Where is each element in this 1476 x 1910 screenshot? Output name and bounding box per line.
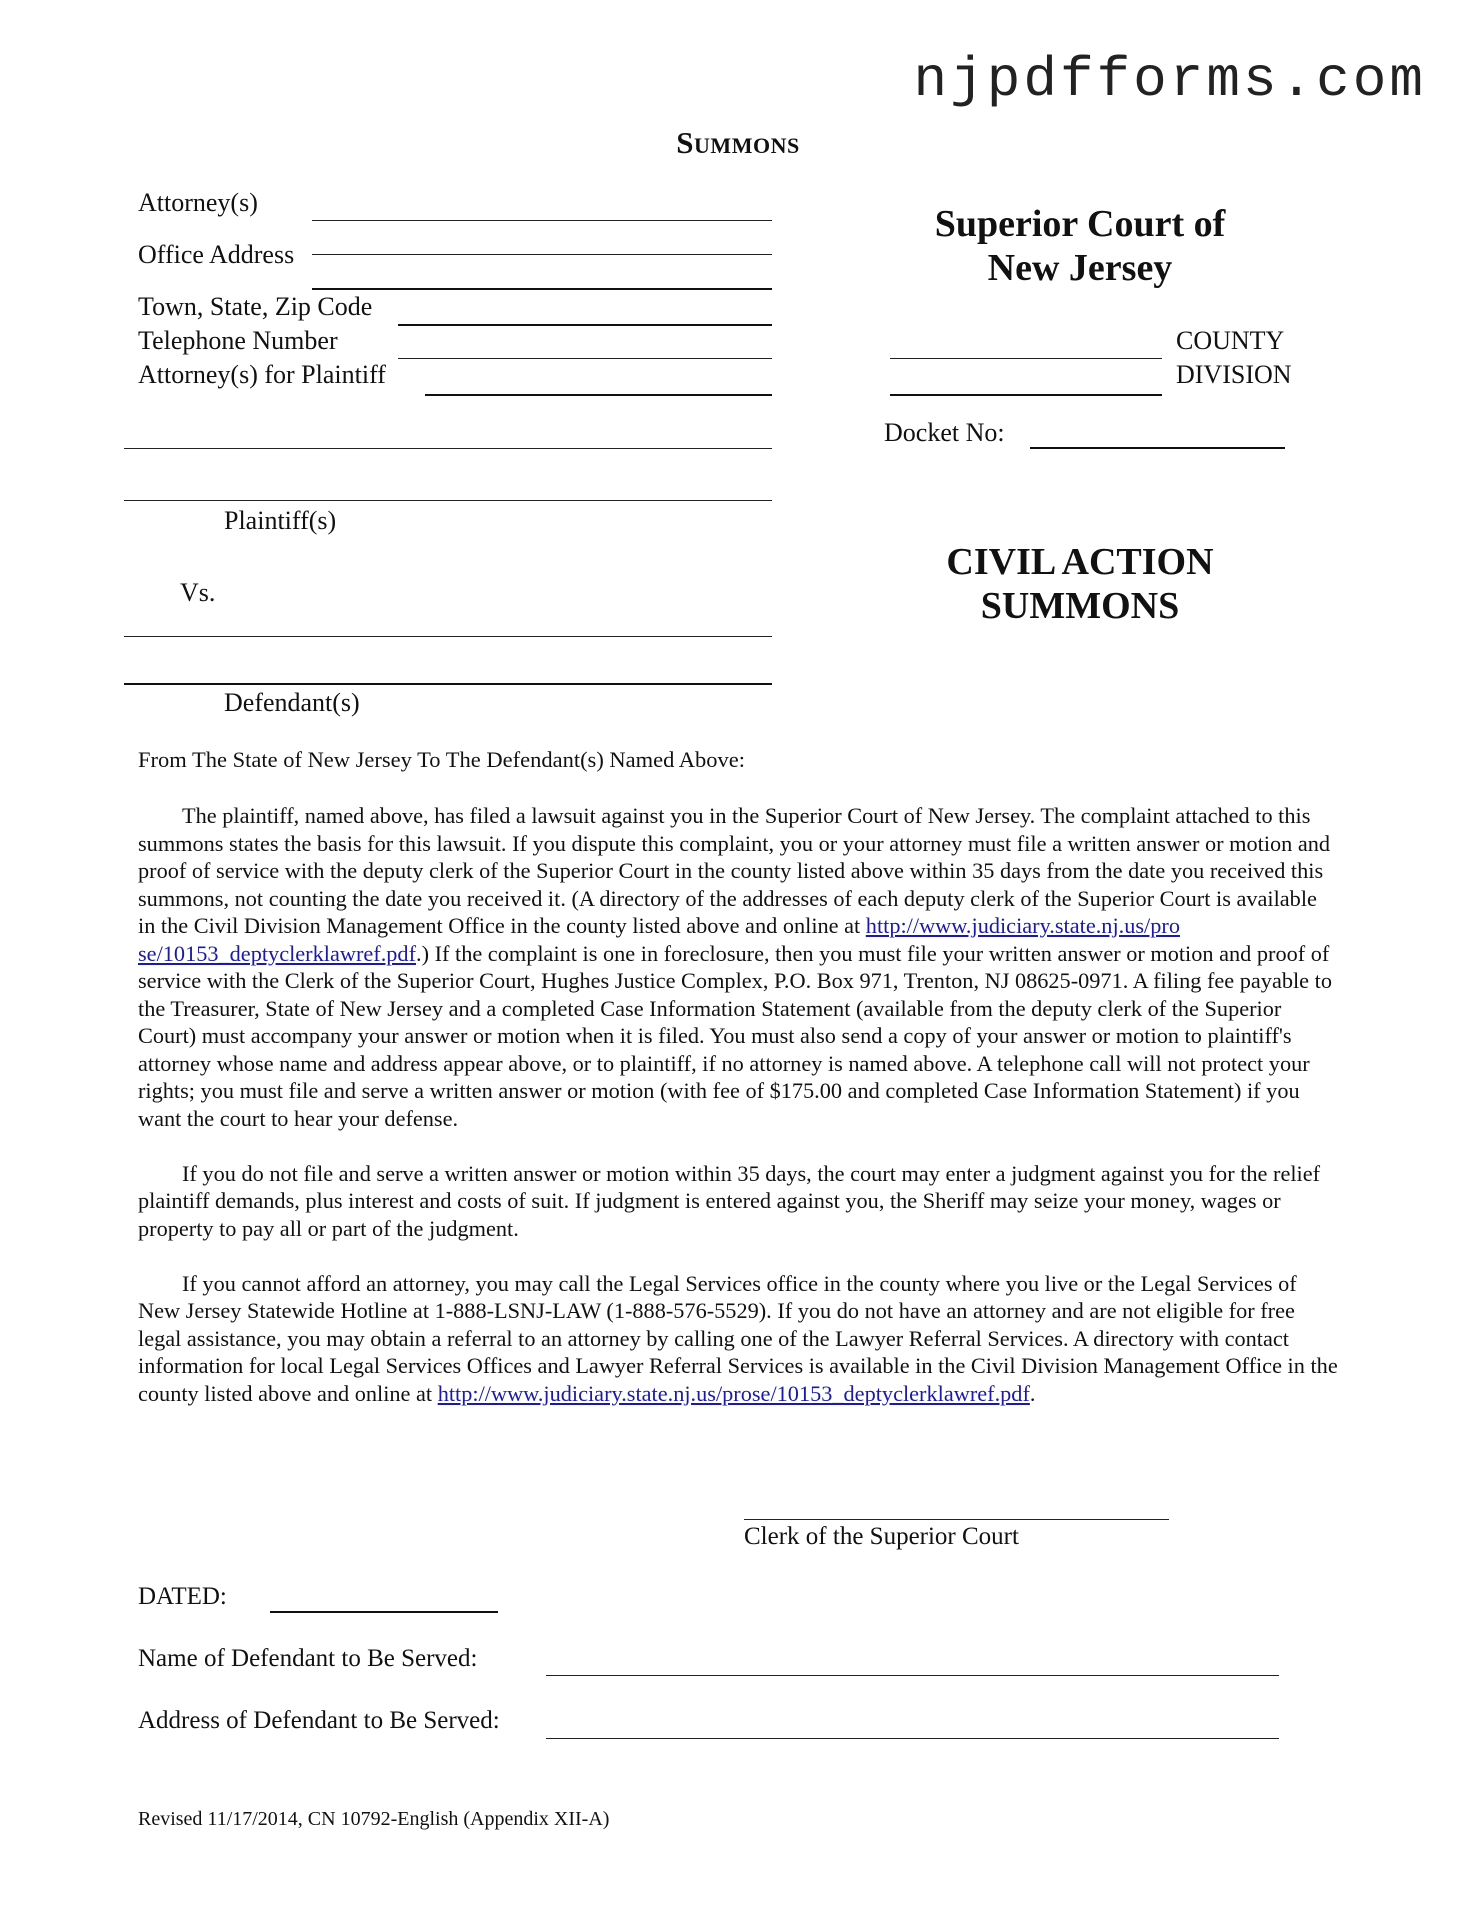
dated-label: DATED: — [138, 1583, 227, 1610]
office-address-field[interactable] — [312, 254, 772, 255]
attorneys-field[interactable] — [312, 220, 772, 221]
town-state-zip-field[interactable] — [398, 324, 772, 326]
defendant-name-label: Name of Defendant to Be Served: — [138, 1645, 478, 1672]
paragraph-3-text-b: . — [1029, 1380, 1036, 1406]
telephone-field[interactable] — [398, 358, 772, 359]
clerk-label: Clerk of the Superior Court — [744, 1523, 1019, 1550]
paragraph-3 — [138, 1270, 1338, 1408]
defendant-field-2[interactable] — [124, 683, 772, 685]
dated-field[interactable] — [270, 1611, 498, 1613]
defendant-field-1[interactable] — [124, 636, 772, 637]
attorneys-for-plaintiff-field[interactable] — [425, 394, 772, 396]
greeting: From The State of New Jersey To The Defendant(s) Named Above: — [138, 747, 746, 772]
court-name-line2: New Jersey — [987, 247, 1173, 289]
paragraph-3-text-a: If you cannot afford an attorney, you may call the Legal Services office in the county where you live or the Legal Services of New Jersey Statewide Hotline at 1-888-LSNJ-LAW (1-888-576-5529). If you do not have an attorney and are not eligible for free legal assistance, you may obtain a referral to an attorney by calling one of the Lawyer Referral Services. A directory with contact information for local Legal Services Offices and Lawyer Referral Services is available in the Civil Division Management Office in the county listed above and online at — [138, 1270, 1338, 1406]
docket-field[interactable] — [1030, 447, 1285, 449]
watermark-text: njpdfforms.com — [913, 48, 1426, 112]
division-label: DIVISION — [1176, 360, 1292, 389]
paragraph-1-text-b: .) If the complaint is one in foreclosure, then you must file your written answer or motion and proof of service with the Clerk of the Superior Court, Hughes Justice Complex, P.O. Box 971, Trenton, NJ 08625-0971. A filing fee payable to the Treasurer, State of New Jersey and a completed Case Information Statement (available from the deputy clerk of the Superior Court) must accompany your answer or motion when it is filed. You must also send a copy of your answer or motion to plaintiff's attorney whose name and address appear above, or to plaintiff, if no attorney is named above. A telephone call will not protect your rights; you must file and serve a written answer or motion (with fee of $175.00 and completed Case Information Statement) if you want the court to hear your defense. — [138, 940, 1332, 1131]
form-title: Summons — [676, 125, 800, 160]
plaintiff-field-1[interactable] — [124, 448, 772, 449]
office-address-label: Office Address — [138, 240, 295, 269]
action-title-line1: CIVIL ACTION — [946, 541, 1214, 583]
action-title-line2: SUMMONS — [980, 585, 1180, 627]
plaintiffs-label: Plaintiff(s) — [224, 506, 337, 535]
court-name-line1: Superior Court of — [934, 203, 1226, 245]
defendants-label: Defendant(s) — [224, 688, 360, 717]
town-state-zip-label: Town, State, Zip Code — [138, 292, 373, 321]
attorneys-label: Attorney(s) — [138, 188, 258, 217]
directory-link-1[interactable]: http://www.judiciary.state.nj.us/pro se/10153_deptyclerklawref.pdf — [138, 913, 1180, 966]
county-label: COUNTY — [1176, 326, 1285, 355]
attorneys-for-plaintiff-label: Attorney(s) for Plaintiff — [138, 360, 386, 389]
defendant-name-field[interactable] — [546, 1675, 1279, 1676]
defendant-address-label: Address of Defendant to Be Served: — [138, 1707, 500, 1734]
paragraph-2: If you do not file and serve a written answer or motion within 35 days, the court may enter a judgment against you for the relief plaintiff demands, plus interest and costs of suit. If judgment is entered against you, the Sheriff may seize your money, wages or property to pay all or part of the judgment. — [138, 1160, 1321, 1241]
paragraph-1-text-a: The plaintiff, named above, has filed a lawsuit against you in the Superior Court of New Jersey. The complaint attached to this summons states the basis for this lawsuit. If you dispute this complaint, you or your attorney must file a written answer or motion and proof of service with the deputy clerk of the Superior Court in the county listed above within 35 days from the date you received this summons, not counting the date you received it. (A directory of the addresses of each deputy clerk of the Superior Court is available in the Civil Division Management Office in the county listed above and online at — [138, 803, 1331, 938]
directory-link-2[interactable]: http://www.judiciary.state.nj.us/prose/10153_deptyclerklawref.pdf — [437, 1380, 1030, 1406]
revision-footer: Revised 11/17/2014, CN 10792-English (Appendix XII-A) — [138, 1808, 610, 1830]
paragraph-1 — [138, 802, 1338, 1132]
defendant-address-field[interactable] — [546, 1738, 1279, 1739]
county-field[interactable] — [890, 358, 1162, 359]
plaintiff-field-2[interactable] — [124, 500, 772, 501]
division-field[interactable] — [890, 394, 1162, 396]
action-title — [880, 540, 1280, 628]
clerk-signature-field[interactable] — [744, 1519, 1169, 1520]
docket-label: Docket No: — [884, 418, 1005, 447]
court-name — [880, 202, 1280, 290]
telephone-label: Telephone Number — [138, 326, 338, 355]
body-paragraphs — [138, 802, 1338, 1407]
vs-label: Vs. — [180, 578, 216, 607]
office-address-field-2[interactable] — [312, 288, 772, 290]
